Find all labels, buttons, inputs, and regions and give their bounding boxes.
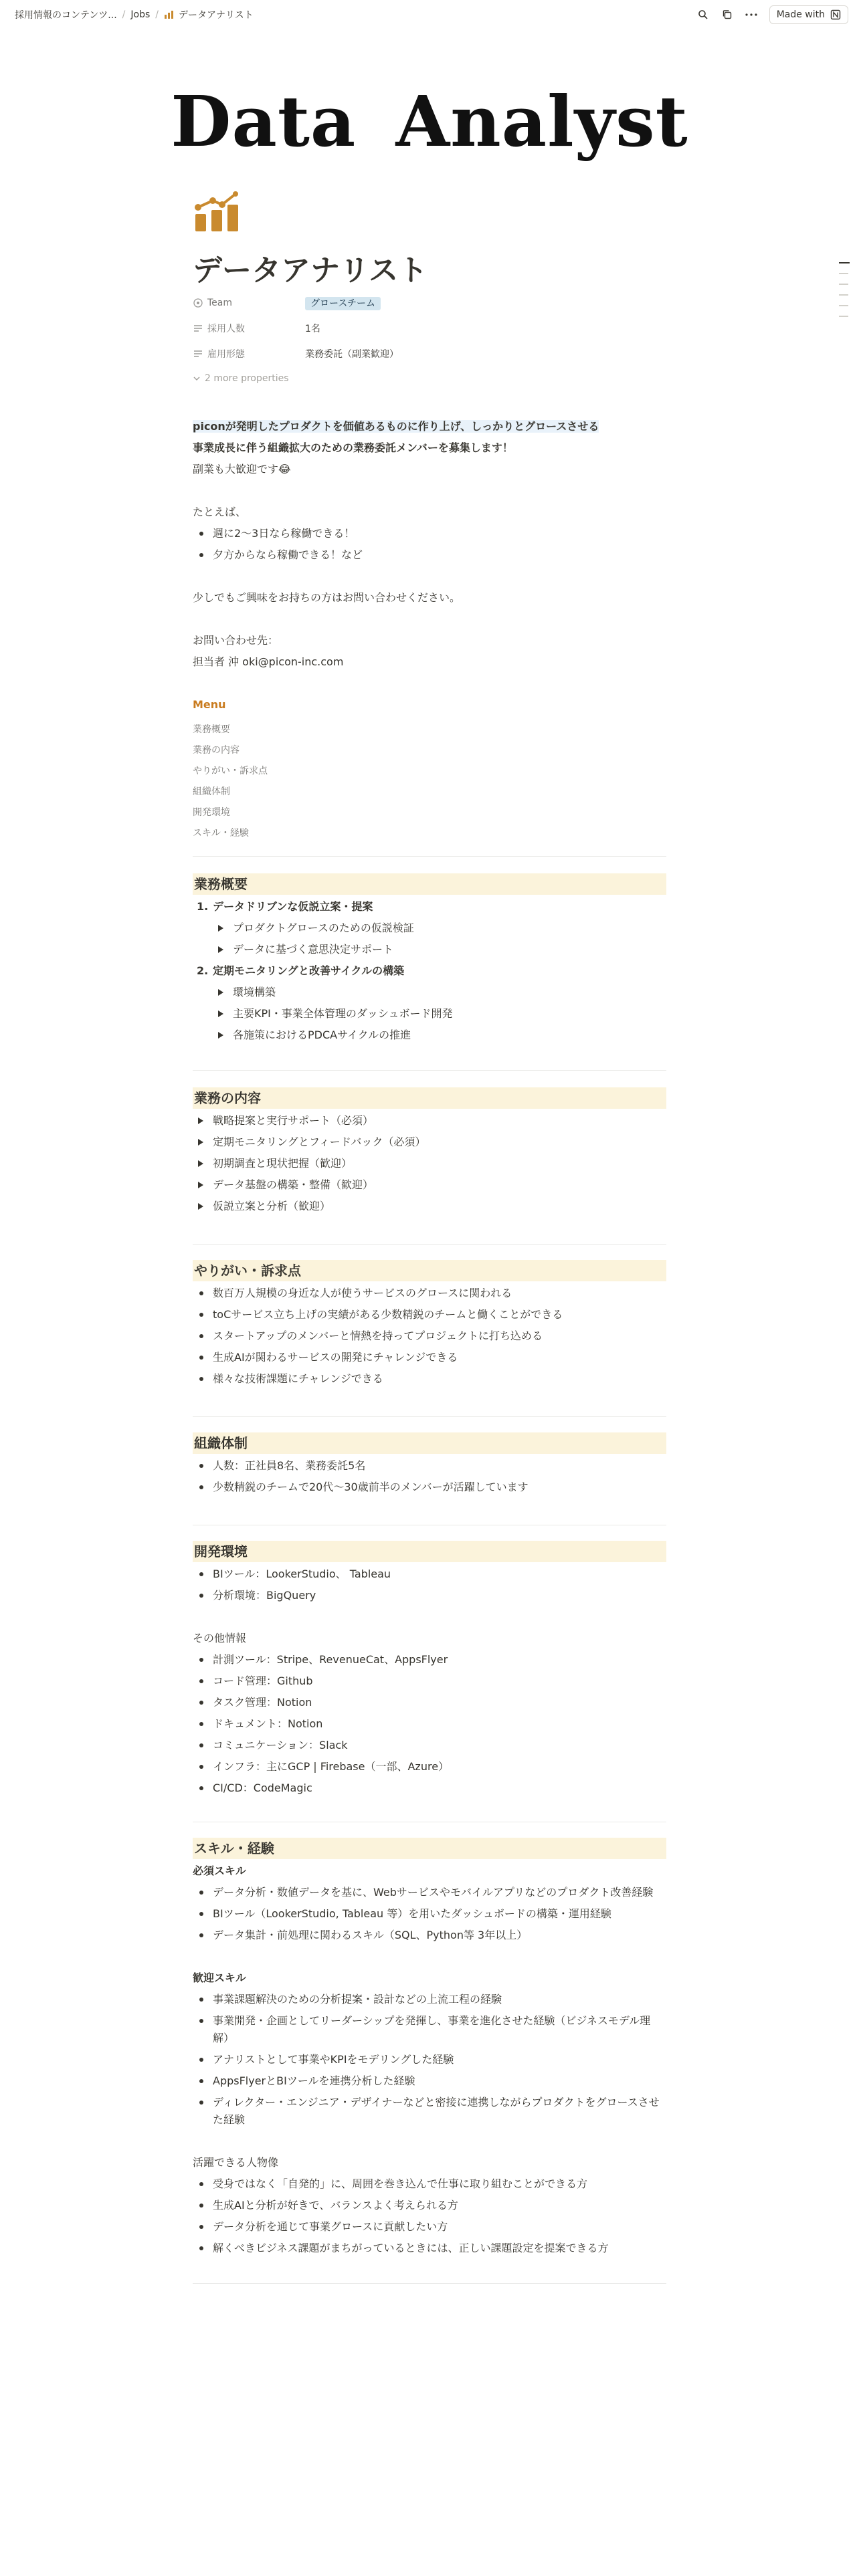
list-item: データ集計・前処理に関わるスキル（SQL、Python等 3年以上）	[193, 1925, 666, 1946]
list-item: コード管理：Github	[193, 1671, 666, 1692]
chevron-down-icon	[193, 374, 201, 383]
notion-logo-icon	[830, 9, 841, 20]
toggle-triangle-icon	[218, 1010, 223, 1017]
contact-person: 担当者 沖 oki@picon-inc.com	[193, 655, 344, 668]
toggle-triangle-icon	[198, 1182, 203, 1188]
list-item: BIツール：LookerStudio、 Tableau	[193, 1564, 666, 1585]
property-row-headcount[interactable]	[193, 316, 666, 341]
list-item: 生成AIと分析が好きで、バランスよく考えられる方	[193, 2195, 666, 2216]
list-item: コミュニケーション：Slack	[193, 1735, 666, 1756]
breadcrumb-current-label: データアナリスト	[178, 10, 254, 21]
details-section	[193, 1110, 666, 1217]
toggle-triangle-icon	[218, 946, 223, 953]
toggle-item[interactable]: 戦略提案と実行サポート（必須）	[193, 1110, 666, 1132]
welcome-skills-title: 歓迎スキル	[193, 1971, 246, 1984]
search-icon[interactable]	[694, 6, 712, 23]
property-row-employment-type[interactable]	[193, 341, 666, 366]
property-name: 採用人数	[207, 324, 245, 334]
breadcrumb-item-jobs[interactable]: Jobs	[130, 9, 151, 20]
list-item: 事業開発・企画としてリーダーシップを発揮し、事業を進化させた経験（ビジネスモデル理解）	[193, 2012, 666, 2047]
team-tag: グロースチーム	[305, 297, 381, 310]
toggle-item[interactable]: データに基づく意思決定サポート	[193, 939, 666, 960]
toggle-triangle-icon	[198, 1160, 203, 1167]
menu-link-organization[interactable]: 組織体制	[193, 786, 230, 797]
list-item: ドキュメント：Notion	[193, 1713, 666, 1735]
divider	[193, 1244, 666, 1245]
text-icon	[193, 323, 203, 334]
made-with-notion-button[interactable]	[769, 5, 848, 24]
list-item: 分析環境：BigQuery	[193, 1585, 666, 1606]
list-item: BIツール（LookerStudio, Tableau 等）を用いたダッシュボードの構築・運用経験	[193, 1903, 666, 1925]
breadcrumb-item-parent[interactable]: 採用情報のコンテンツ...	[15, 10, 117, 21]
menu-section	[193, 694, 666, 844]
toggle-triangle-icon	[198, 1203, 203, 1210]
list-item: データ分析・数値データを基に、Webサービスやモバイルアプリなどのプロダクト改善経験	[193, 1882, 666, 1903]
list-item: 週に2〜3日なら稼働できる！	[193, 523, 666, 544]
toggle-triangle-icon	[218, 989, 223, 996]
intro-text: たとえば、	[193, 506, 247, 518]
list-item: 解くべきビジネス課題がまちがっているときには、正しい課題設定を提案できる方	[193, 2238, 666, 2259]
list-item: AppsFlyerとBIツールを連携分析した経験	[193, 2070, 666, 2092]
cover-title: Data Analyst	[171, 80, 688, 163]
section-heading-appeal: やりがい・訴求点	[193, 1260, 666, 1281]
toggle-item[interactable]: 主要KPI・事業全体管理のダッシュボード開発	[193, 1003, 666, 1025]
list-item: 計測ツール：Stripe、RevenueCat、AppsFlyer	[193, 1649, 666, 1671]
top-bar	[0, 0, 859, 29]
overview-section	[193, 896, 666, 1046]
toggle-item[interactable]: 定期モニタリングとフィードバック（必須）	[193, 1132, 666, 1153]
list-item: データ分析を通じて事業グロースに貢献したい方	[193, 2216, 666, 2238]
toggle-triangle-icon	[218, 1032, 223, 1039]
section-heading-details: 業務の内容	[193, 1087, 666, 1109]
property-value: 業務委託（副業歓迎）	[305, 349, 399, 360]
team-icon	[193, 298, 203, 308]
persona-title: 活躍できる人物像	[193, 2156, 279, 2169]
property-value: 1名	[305, 324, 320, 334]
section-heading-overview: 業務概要	[193, 873, 666, 895]
property-name: 雇用形態	[207, 349, 245, 360]
divider	[193, 856, 666, 857]
contact-label: お問い合わせ先：	[193, 634, 279, 647]
toggle-item[interactable]: 各施策におけるPDCAサイクルの推進	[193, 1025, 666, 1046]
list-item: CI/CD：CodeMagic	[193, 1778, 666, 1799]
divider	[193, 1416, 666, 1417]
more-properties-toggle[interactable]	[193, 366, 666, 391]
section-heading-organization: 組織体制	[193, 1432, 666, 1454]
list-item: スタートアップのメンバーと情熱を持ってプロジェクトに打ち込める	[193, 1325, 666, 1347]
organization-section	[193, 1455, 666, 1498]
list-item: toCサービス立ち上げの実績がある少数精鋭のチームと働くことができる	[193, 1304, 666, 1325]
menu-link-skills[interactable]: スキル・経験	[193, 828, 249, 839]
sub-heading: その他情報	[193, 1632, 247, 1644]
toggle-triangle-icon	[198, 1117, 203, 1124]
section-heading-dev-env: 開発環境	[193, 1541, 666, 1562]
divider	[193, 1070, 666, 1071]
chart-icon	[193, 191, 241, 233]
list-item: 夕方からなら稼働できる！など	[193, 544, 666, 566]
menu-link-overview[interactable]: 業務概要	[193, 724, 230, 735]
divider	[193, 2283, 666, 2284]
page-properties	[193, 290, 666, 391]
toggle-item[interactable]: 初期調査と現状把握（歓迎）	[193, 1153, 666, 1174]
list-item: 少数精鋭のチームで20代〜30歳前半のメンバーが活躍しています	[193, 1477, 666, 1498]
intro-text: 少しでもご興味をお持ちの方はお問い合わせください。	[193, 591, 461, 604]
menu-title: Menu	[193, 698, 226, 711]
property-name: Team	[207, 298, 233, 308]
skills-section	[193, 1860, 666, 2259]
list-item: 受身ではなく「自発的」に、周囲を巻き込んで仕事に取り組むことができる方	[193, 2173, 666, 2195]
menu-link-details[interactable]: 業務の内容	[193, 745, 240, 756]
made-with-label: Made with	[776, 9, 825, 20]
menu-link-dev-env[interactable]: 開発環境	[193, 807, 230, 818]
intro-headline: piconが発明したプロダクトを価値あるものに作り上げ、しっかりとグロースさせる	[193, 420, 599, 433]
list-item: 生成AIが関わるサービスの開発にチャレンジできる	[193, 1347, 666, 1368]
page-title: データアナリスト	[193, 253, 428, 288]
breadcrumb-item-current[interactable]	[160, 5, 258, 24]
required-skills-title: 必須スキル	[193, 1864, 246, 1877]
duplicate-icon[interactable]	[719, 6, 736, 23]
more-properties-label: 2 more properties	[205, 373, 289, 384]
breadcrumb	[11, 5, 258, 24]
list-item: アナリストとして事業やKPIをモデリングした経験	[193, 2049, 666, 2070]
numbered-item: 2. 定期モニタリングと改善サイクルの構築	[197, 964, 405, 977]
toggle-item[interactable]: プロダクトグロースのための仮説検証	[193, 918, 666, 939]
intro-text: 副業も大歓迎です😂	[193, 463, 291, 475]
toggle-triangle-icon	[198, 1139, 203, 1146]
toggle-item[interactable]: 環境構築	[193, 982, 666, 1003]
intro-subheadline: 事業成長に伴う組織拡大のための業務委託メンバーを募集します！	[193, 441, 513, 454]
intro-section	[193, 416, 666, 673]
property-row-team[interactable]	[193, 290, 666, 316]
appeal-section	[193, 1283, 666, 1390]
dev-env-section	[193, 1564, 666, 1799]
toggle-item[interactable]: データ基盤の構築・整備（歓迎）	[193, 1174, 666, 1196]
list-item: ディレクター・エンジニア・デザイナーなどと密接に連携しながらプロダクトをグロースさせた経験	[193, 2094, 666, 2129]
numbered-item: 1. データドリブンな仮説立案・提案	[197, 900, 373, 913]
list-item: 数百万人規模の身近な人が使うサービスのグロースに関われる	[193, 1283, 666, 1304]
breadcrumb-separator: /	[155, 9, 159, 20]
list-item: 事業課題解決のための分析提案・設計などの上流工程の経験	[193, 1989, 666, 2010]
menu-link-appeal[interactable]: やりがい・訴求点	[193, 766, 268, 776]
breadcrumb-separator: /	[122, 9, 126, 20]
cover-image	[0, 29, 859, 163]
toggle-triangle-icon	[218, 925, 223, 932]
list-item: 様々な技術課題にチャレンジできる	[193, 1368, 666, 1390]
table-of-contents-indicator[interactable]	[839, 262, 850, 326]
more-icon[interactable]	[743, 6, 760, 23]
list-item: インフラ：主にGCP | Firebase（一部、Azure）	[193, 1756, 666, 1778]
list-item: 人数：正社員8名、業務委託5名	[193, 1455, 666, 1477]
toggle-item[interactable]: 仮説立案と分析（歓迎）	[193, 1196, 666, 1217]
text-icon	[193, 348, 203, 359]
chart-icon	[164, 10, 175, 19]
list-item: タスク管理：Notion	[193, 1692, 666, 1713]
section-heading-skills: スキル・経験	[193, 1838, 666, 1859]
